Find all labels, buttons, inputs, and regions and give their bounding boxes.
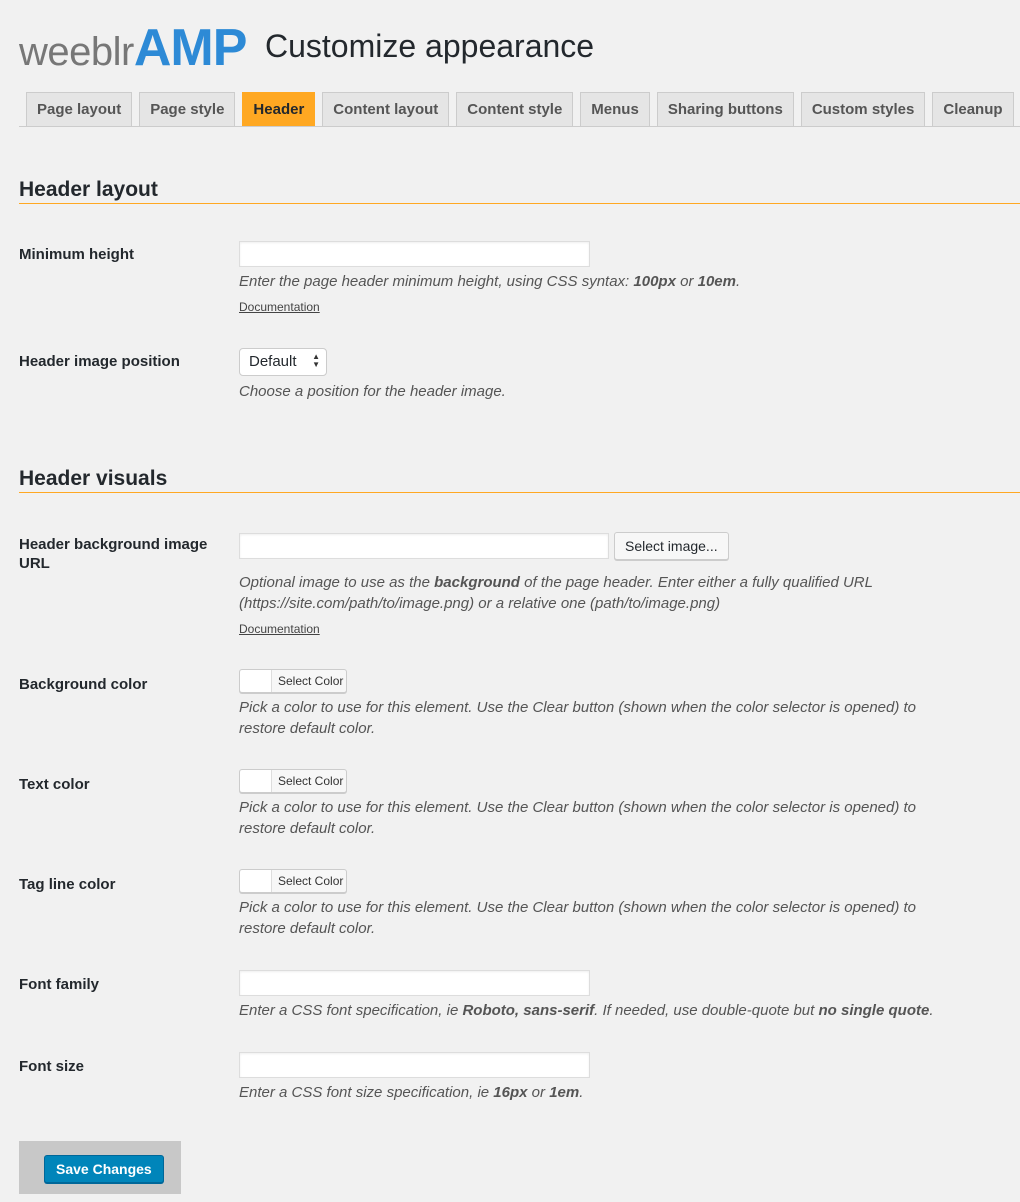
font-size-label: Font size: [19, 1058, 85, 1075]
logo: [19, 18, 246, 78]
select-image-button[interactable]: Select image...: [614, 532, 729, 560]
tab-bar: [26, 92, 1020, 127]
tagline-color-label: Tag line color: [19, 876, 116, 893]
tagline-color-description: Pick a color to use for this element. Use the Clear button (shown when the color selector is opened) to restore default color.: [239, 899, 917, 937]
tab-divider: [19, 126, 1020, 127]
section-title-header-visuals: Header visuals: [19, 467, 168, 490]
image-position-label: Header image position: [19, 353, 180, 370]
font-size-input[interactable]: [239, 1052, 590, 1078]
tab-sharing-buttons[interactable]: Sharing buttons: [657, 92, 794, 126]
select-color-label: Select Color: [278, 774, 344, 788]
select-arrows-icon: ▲ ▼: [312, 352, 320, 369]
color-swatch: [240, 770, 272, 792]
save-changes-button[interactable]: Save Changes: [44, 1155, 164, 1183]
color-swatch: [240, 670, 272, 692]
tab-menus[interactable]: Menus: [580, 92, 650, 126]
bg-color-picker-button[interactable]: [239, 669, 347, 693]
bg-image-documentation-link[interactable]: Documentation: [239, 622, 320, 636]
tagline-color-picker-button[interactable]: [239, 869, 347, 893]
section-title-header-layout: Header layout: [19, 178, 158, 201]
tab-content-layout[interactable]: Content layout: [322, 92, 449, 126]
bg-image-url-input[interactable]: [239, 533, 609, 559]
save-bar: [19, 1141, 181, 1194]
image-position-selected: Default: [249, 353, 297, 370]
section-divider: [19, 492, 1020, 493]
bg-color-description: Pick a color to use for this element. Use the Clear button (shown when the color selector is opened) to restore default color.: [239, 699, 917, 737]
image-position-description: Choose a position for the header image.: [239, 383, 506, 400]
tab-page-style[interactable]: Page style: [139, 92, 235, 126]
logo-text-bold: AMP: [133, 19, 247, 77]
section-divider: [19, 203, 1020, 204]
font-size-description: Enter a CSS font size specification, ie 16px or 1em.: [239, 1084, 584, 1101]
text-color-label: Text color: [19, 776, 90, 793]
select-color-label: Select Color: [278, 674, 344, 688]
font-family-label: Font family: [19, 976, 100, 993]
tab-content-style[interactable]: Content style: [456, 92, 573, 126]
min-height-label: Minimum height: [19, 246, 134, 263]
min-height-documentation-link[interactable]: Documentation: [239, 300, 320, 314]
bg-image-label: Header background image URL: [19, 536, 208, 572]
font-family-description: Enter a CSS font specification, ie Roboto, sans-serif. If needed, use double-quote but no single quote.: [239, 1002, 934, 1019]
logo-text-light: weeblr: [19, 30, 134, 74]
bg-image-description: Optional image to use as the background of the page header. Enter either a fully qualified URL (https://site.com/path/to/image.png) or a relative one (path/to/image.png): [239, 574, 873, 612]
text-color-description: Pick a color to use for this element. Use the Clear button (shown when the color selector is opened) to restore default color.: [239, 799, 917, 837]
font-family-input[interactable]: [239, 970, 590, 996]
text-color-picker-button[interactable]: [239, 769, 347, 793]
color-swatch: [240, 870, 272, 892]
min-height-input[interactable]: [239, 241, 590, 267]
tab-cleanup[interactable]: Cleanup: [932, 92, 1013, 126]
tab-header[interactable]: Header: [242, 92, 315, 126]
image-position-select[interactable]: [239, 348, 327, 376]
min-height-description: Enter the page header minimum height, using CSS syntax: 100px or 10em.: [239, 273, 741, 290]
select-color-label: Select Color: [278, 874, 344, 888]
tab-page-layout[interactable]: Page layout: [26, 92, 132, 126]
page-title: Customize appearance: [265, 28, 595, 64]
tab-custom-styles[interactable]: Custom styles: [801, 92, 926, 126]
bg-color-label: Background color: [19, 676, 148, 693]
